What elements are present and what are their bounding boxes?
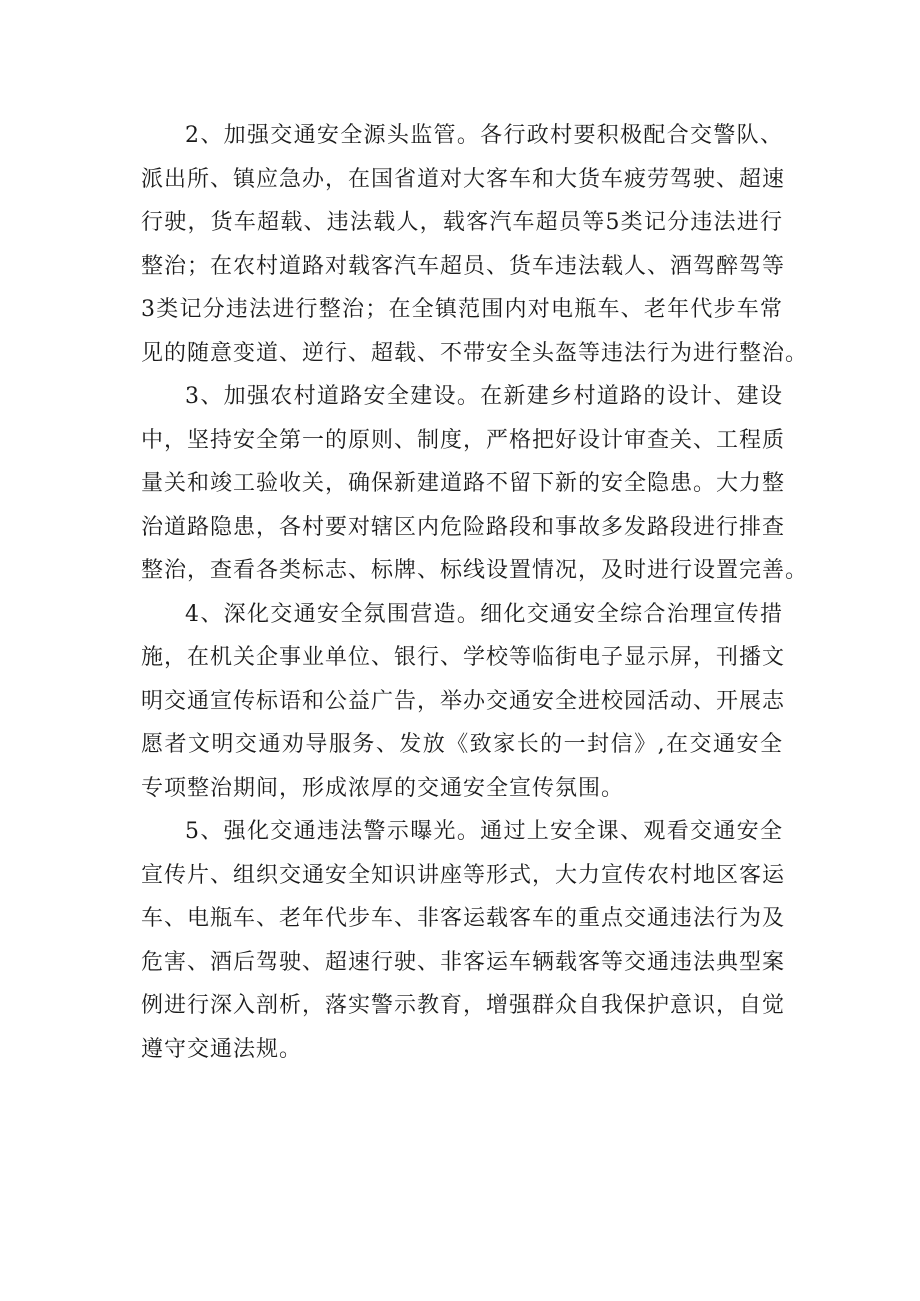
- paragraph-line: 整治，查看各类标志、标牌、标线设置情况，及时进行设置完善。: [141, 558, 809, 583]
- paragraph-line: 例进行深入剖析，落实警示教育，增强群众自我保护意识，自觉: [141, 993, 786, 1018]
- paragraph-line: 派出所、镇应急办，在国省道对大客车和大货车疲劳驾驶、超速: [141, 166, 786, 192]
- paragraph-line: 行驶，货车超载、违法载人，载客汽车超员等5类记分违法进行: [141, 210, 783, 235]
- paragraph-line: 专项整治期间，形成浓厚的交通安全宣传氛围。: [141, 775, 625, 801]
- paragraph-line: 宣传片、组织交通安全知识讲座等形式，大力宣传农村地区客运: [141, 862, 786, 888]
- paragraph-line: 明交通宣传标语和公益广告，举办交通安全进校园活动、开展志: [141, 688, 786, 714]
- paragraph-line: 车、电瓶车、老年代步车、非客运载客车的重点交通违法行为及: [141, 906, 786, 931]
- paragraph-first-line: 5、强化交通违法警示曝光。通过上安全课、观看交通安全: [185, 819, 783, 844]
- paragraph-line: 中，坚持安全第一的原则、制度，严格把好设计审查关、工程质: [141, 427, 786, 453]
- paragraph-first-line: 4、深化交通安全氛围营造。细化交通安全综合治理宣传措: [185, 601, 783, 627]
- paragraph-line: 3类记分违法进行整治；在全镇范围内对电瓶车、老年代步车常: [141, 297, 783, 322]
- paragraph-line: 施，在机关企事业单位、银行、学校等临街电子显示屏，刊播文: [141, 645, 786, 670]
- paragraph-line: 愿者文明交通劝导服务、发放《致家长的一封信》,在交通安全: [141, 732, 783, 757]
- paragraph-first-line: 3、加强农村道路安全建设。在新建乡村道路的设计、建设: [185, 384, 783, 409]
- paragraph-line: 治道路隐患，各村要对辖区内危险路段和事故多发路段进行排查: [141, 514, 786, 540]
- paragraph-line: 量关和竣工验收关，确保新建道路不留下新的安全隐患。大力整: [141, 471, 786, 496]
- paragraph-line: 见的随意变道、逆行、超载、不带安全头盔等违法行为进行整治。: [141, 340, 809, 366]
- paragraph-line: 遵守交通法规。: [141, 1036, 303, 1062]
- paragraph-first-line: 2、加强交通安全源头监管。各行政村要积极配合交警队、: [185, 123, 783, 148]
- document-body: [141, 114, 809, 1071]
- paragraph-line: 整治；在农村道路对载客汽车超员、货车违法载人、酒驾醉驾等: [141, 253, 786, 279]
- paragraph-line: 危害、酒后驾驶、超速行驶、非客运车辆载客等交通违法典型案: [141, 949, 786, 975]
